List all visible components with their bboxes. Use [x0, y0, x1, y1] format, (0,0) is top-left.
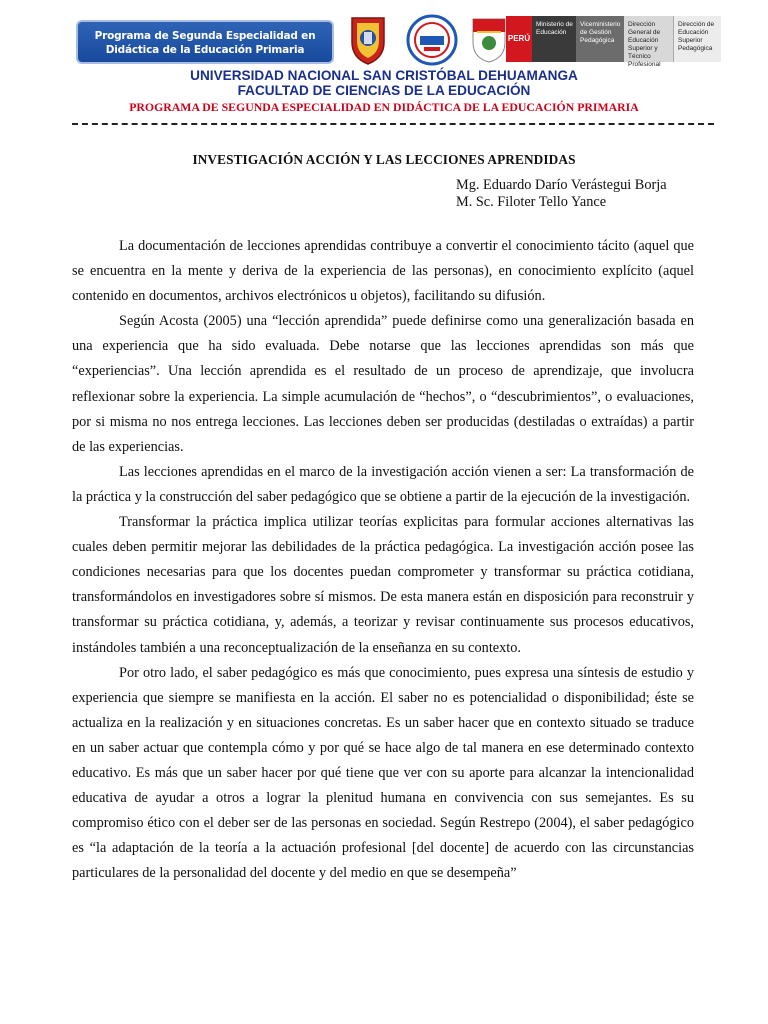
- gov-ministry: Ministerio de Educación: [532, 16, 576, 62]
- peru-shield-icon: [470, 16, 508, 64]
- program-logo-line1: Programa de Segunda Especialidad en: [94, 30, 316, 42]
- gov-peru: PERÚ: [506, 16, 532, 62]
- header-divider: [72, 123, 714, 125]
- gov-direction: Dirección de Educación Superior Pedagógica: [674, 16, 721, 62]
- university-name: UNIVERSIDAD NACIONAL SAN CRISTÓBAL DEHUAMANGA: [190, 68, 578, 83]
- paragraph: La documentación de lecciones aprendidas contribuye a convertir el conocimiento tácito (aquel que se encuentra en la mente y deriva de la experiencia de las personas), en conocimiento explícito (aquel contenido en documentos, archivos electrónicos u objetos), facilitando su difusión.: [72, 238, 694, 305]
- gov-direction-general: Dirección General de Educación Superior y Técnico Profesional: [624, 16, 674, 62]
- government-banner: [506, 16, 721, 68]
- article-body: [72, 234, 694, 886]
- author-2: M. Sc. Filoter Tello Yance: [456, 194, 607, 210]
- paragraph: Las lecciones aprendidas en el marco de la investigación acción vienen a ser: La transformación de la práctica y la construcción del saber pedagógico que se obtiene a partir de la ejecución de la investigación.: [72, 463, 694, 505]
- author-1: Mg. Eduardo Darío Verástegui Borja: [456, 177, 667, 193]
- gov-vice-ministry: Viceministerio de Gestión Pedagógica: [576, 16, 624, 62]
- university-crest-icon: [342, 14, 394, 66]
- program-logo-line2: Didáctica de la Educación Primaria: [105, 44, 305, 56]
- paragraph: Según Acosta (2005) una “lección aprendida” puede definirse como una generalización basada en una experiencia que ha sido evaluada. Debe notarse que las lecciones aprendidas son más que “experiencias”. Una lección aprendida es el resultado de un proceso de aprendizaje, que involucra reflexionar sobre la experiencia. La simple acumulación de “hechos”, o “descubrimientos”, o evaluaciones, por si misma no nos entrega lecciones. Las lecciones deben ser producidas (destiladas o extraídas) a partir de las experiencias.: [72, 313, 694, 455]
- program-name: PROGRAMA DE SEGUNDA ESPECIALIDAD EN DIDÁCTICA DE LA EDUCACIÓN PRIMARIA: [129, 100, 639, 114]
- logo-bar: [70, 14, 720, 66]
- paragraph: Por otro lado, el saber pedagógico es más que conocimiento, pues expresa una síntesis de estudio y experiencia que siempre se manifiesta en la acción. El saber no es potencialidad o disponibilidad; éste se actualiza en la realización y en situaciones concretas. Es un saber hacer que en contexto situado se traduce en un saber actuar que contempla cómo y por qué se hace algo de tal manera en ese determinado contexto educativo. Es más que un saber hacer por qué tiene que ver con su aporte para alcanzar la intencionalidad educativa de ayudar a otros a lograr la plenitud humana en convivencia con sus semejantes. Es su compromiso ético con el deber ser de las personas en sociedad. Según Restrepo (2004), el saber pedagógico es “la adaptación de la teoría a la actuación profesional [del docente] de acuerdo con las circunstancias particulares de la personalidad del docente y del medio en que se desempeña”: [72, 664, 694, 882]
- article-title: INVESTIGACIÓN ACCIÓN Y LAS LECCIONES APRENDIDAS: [192, 152, 576, 167]
- program-logo: [76, 20, 334, 64]
- paragraph: Transformar la práctica implica utilizar teorías explicitas para formular acciones alternativas las cuales deben permitir mejorar las debilidades de la práctica pedagógica. La investigación acción posee las condiciones necesarias para que los docentes puedan comprometer y transformar su práctica cotidiana, transformándolos en investigadores sobre sí mismos. De esta manera están en disposición para reconstruir y transformar su práctica cotidiana, y, además, a teorizar y revisar continuamente sus procesos educativos, instándoles también a una reconceptualización de la enseñanza en su contexto.: [72, 514, 694, 656]
- education-seal-icon: [406, 14, 458, 66]
- faculty-name: FACULTAD DE CIENCIAS DE LA EDUCACIÓN: [237, 83, 531, 98]
